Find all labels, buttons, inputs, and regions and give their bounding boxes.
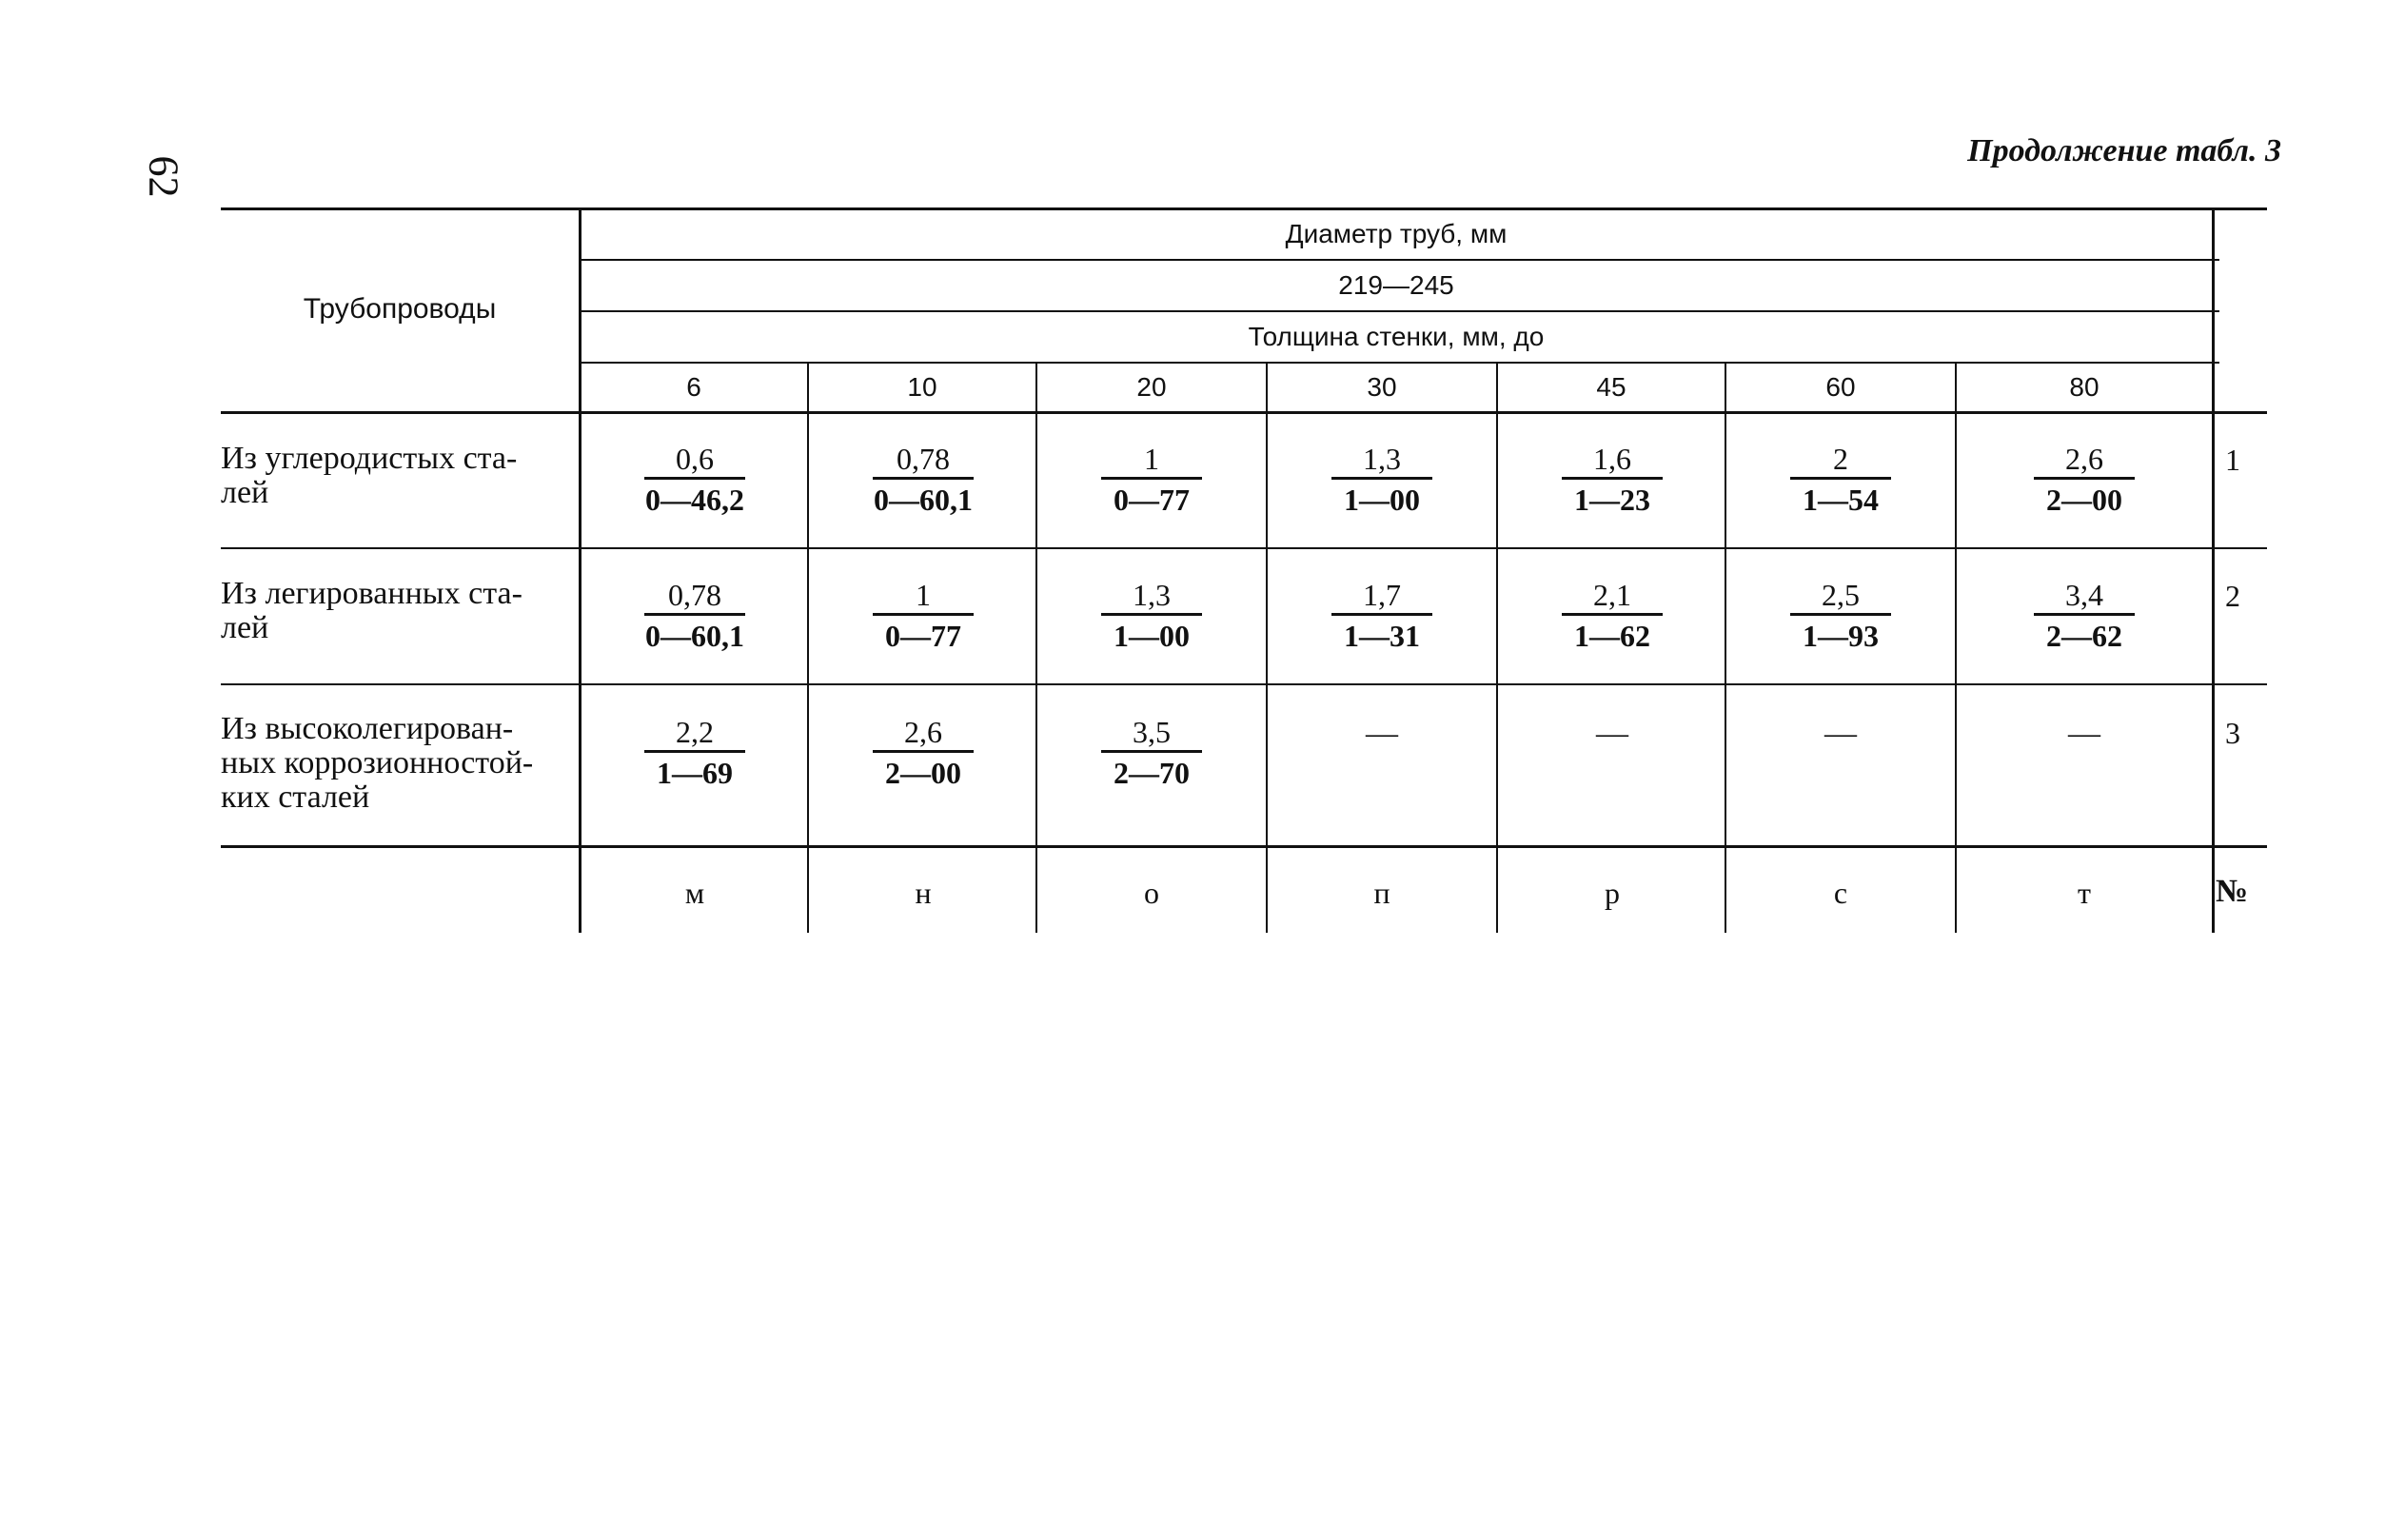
- denominator: 2—00: [2046, 483, 2122, 517]
- numerator: 2,5: [1822, 578, 1860, 612]
- cell-r1-c3: [1037, 443, 1266, 517]
- fraction-bar: [873, 613, 974, 616]
- denominator: 0—60,1: [645, 619, 744, 653]
- cell-r3-c7-dash: —: [2068, 716, 2100, 751]
- numerator: 2,6: [2065, 442, 2103, 476]
- numerator: 1,6: [1593, 442, 1631, 476]
- numerator: 2,1: [1593, 578, 1631, 612]
- denominator: 0—77: [885, 619, 961, 653]
- cell-r3-c6-dash: —: [1824, 716, 1857, 751]
- row-label-alloy: Из легированных ста- лей: [221, 576, 522, 645]
- numerator: 2,2: [676, 715, 714, 749]
- cell-r1-c4: [1268, 443, 1496, 517]
- fraction-bar: [1101, 613, 1202, 616]
- vrule-right: [2212, 207, 2215, 933]
- denominator: 1—93: [1803, 619, 1879, 653]
- column-letter-t: т: [2078, 876, 2091, 910]
- fraction-bar: [1790, 613, 1891, 616]
- fraction-bar: [644, 477, 745, 480]
- fraction-bar: [1562, 613, 1663, 616]
- numerator: 2,6: [904, 715, 942, 749]
- column-letter-n: н: [915, 876, 932, 910]
- fraction-bar: [2034, 613, 2135, 616]
- cell-r1-c6: [1726, 443, 1955, 517]
- denominator: 0—46,2: [645, 483, 744, 517]
- cell-r2-c1: [581, 579, 809, 653]
- fraction-bar: [1331, 477, 1432, 480]
- denominator: 1—23: [1574, 483, 1650, 517]
- cell-r2-c4: [1268, 579, 1496, 653]
- table-caption: Продолжение табл. 3: [1967, 133, 2281, 168]
- denominator: 1—00: [1344, 483, 1420, 517]
- diameter-range: 219—245: [1338, 270, 1454, 300]
- cell-r2-c6: [1726, 579, 1955, 653]
- numerator: 0,6: [676, 442, 714, 476]
- numerator: 1: [1144, 442, 1159, 476]
- fraction-bar: [1790, 477, 1891, 480]
- rule-row2: [221, 683, 2267, 685]
- fraction-bar: [644, 613, 745, 616]
- column-letter-o: о: [1144, 876, 1159, 910]
- cell-r1-c5: [1498, 443, 1726, 517]
- thickness-30: 30: [1367, 372, 1397, 402]
- cell-r3-c4-dash: —: [1366, 716, 1398, 751]
- numerator: 3,5: [1133, 715, 1171, 749]
- cell-r2-c7: [1970, 579, 2198, 653]
- row-number-3: 3: [2225, 716, 2240, 750]
- thickness-80: 80: [2069, 372, 2099, 402]
- rule-row3: [221, 845, 2267, 848]
- numerator: 0,78: [897, 442, 950, 476]
- denominator: 1—69: [657, 756, 733, 790]
- cell-r3-c5-dash: —: [1596, 716, 1628, 751]
- row-number-1: 1: [2225, 443, 2240, 477]
- thickness-10: 10: [907, 372, 937, 402]
- denominator: 1—62: [1574, 619, 1650, 653]
- fraction-bar: [1331, 613, 1432, 616]
- denominator: 2—62: [2046, 619, 2122, 653]
- cell-r2-c5: [1498, 579, 1726, 653]
- column-letter-m: м: [684, 876, 705, 910]
- fraction-bar: [873, 750, 974, 753]
- denominator: 1—54: [1803, 483, 1879, 517]
- diameter-label: Диаметр труб, мм: [1285, 219, 1508, 248]
- numerator: 1,3: [1133, 578, 1171, 612]
- numerator: 2: [1833, 442, 1848, 476]
- numerator: 1,3: [1363, 442, 1401, 476]
- column-letter-r: р: [1605, 876, 1620, 910]
- row-header-label: Трубопроводы: [303, 293, 497, 325]
- denominator: 1—00: [1114, 619, 1190, 653]
- column-letter-s: с: [1833, 876, 1848, 910]
- thickness-45: 45: [1596, 372, 1626, 402]
- fraction-bar: [873, 477, 974, 480]
- column-letter-p: п: [1373, 876, 1390, 910]
- denominator: 1—31: [1344, 619, 1420, 653]
- numerator: 3,4: [2065, 578, 2103, 612]
- numerator: 0,78: [668, 578, 721, 612]
- number-sign: №: [2216, 874, 2249, 909]
- cell-r3-c2: [809, 716, 1037, 790]
- wall-thickness-label: Толщина стенки, мм, до: [1248, 322, 1545, 351]
- row-number-2: 2: [2225, 579, 2240, 613]
- rule-row1: [221, 547, 2267, 549]
- denominator: 0—60,1: [874, 483, 973, 517]
- denominator: 2—00: [885, 756, 961, 790]
- thickness-20: 20: [1136, 372, 1167, 402]
- vrule-c6: [1955, 362, 1957, 933]
- numerator: 1,7: [1363, 578, 1401, 612]
- denominator: 0—77: [1114, 483, 1190, 517]
- cell-r3-c3: [1037, 716, 1266, 790]
- cell-r1-c7: [1970, 443, 2198, 517]
- fraction-bar: [644, 750, 745, 753]
- thickness-6: 6: [686, 372, 701, 402]
- page-number: 62: [140, 155, 187, 198]
- cell-r3-c1: [581, 716, 809, 790]
- fraction-bar: [1101, 477, 1202, 480]
- row-label-carbon: Из углеродистых ста- лей: [221, 441, 518, 510]
- rule-header-bottom: [221, 411, 2267, 414]
- denominator: 2—70: [1114, 756, 1190, 790]
- fraction-bar: [1101, 750, 1202, 753]
- thickness-60: 60: [1825, 372, 1856, 402]
- cell-r1-c1: [581, 443, 809, 517]
- numerator: 1: [916, 578, 931, 612]
- cell-r1-c2: [809, 443, 1037, 517]
- row-label-high-alloy: Из высоколегирован- ных коррозионностой- ких сталей: [221, 711, 534, 815]
- fraction-bar: [1562, 477, 1663, 480]
- cell-r2-c3: [1037, 579, 1266, 653]
- cell-r2-c2: [809, 579, 1037, 653]
- fraction-bar: [2034, 477, 2135, 480]
